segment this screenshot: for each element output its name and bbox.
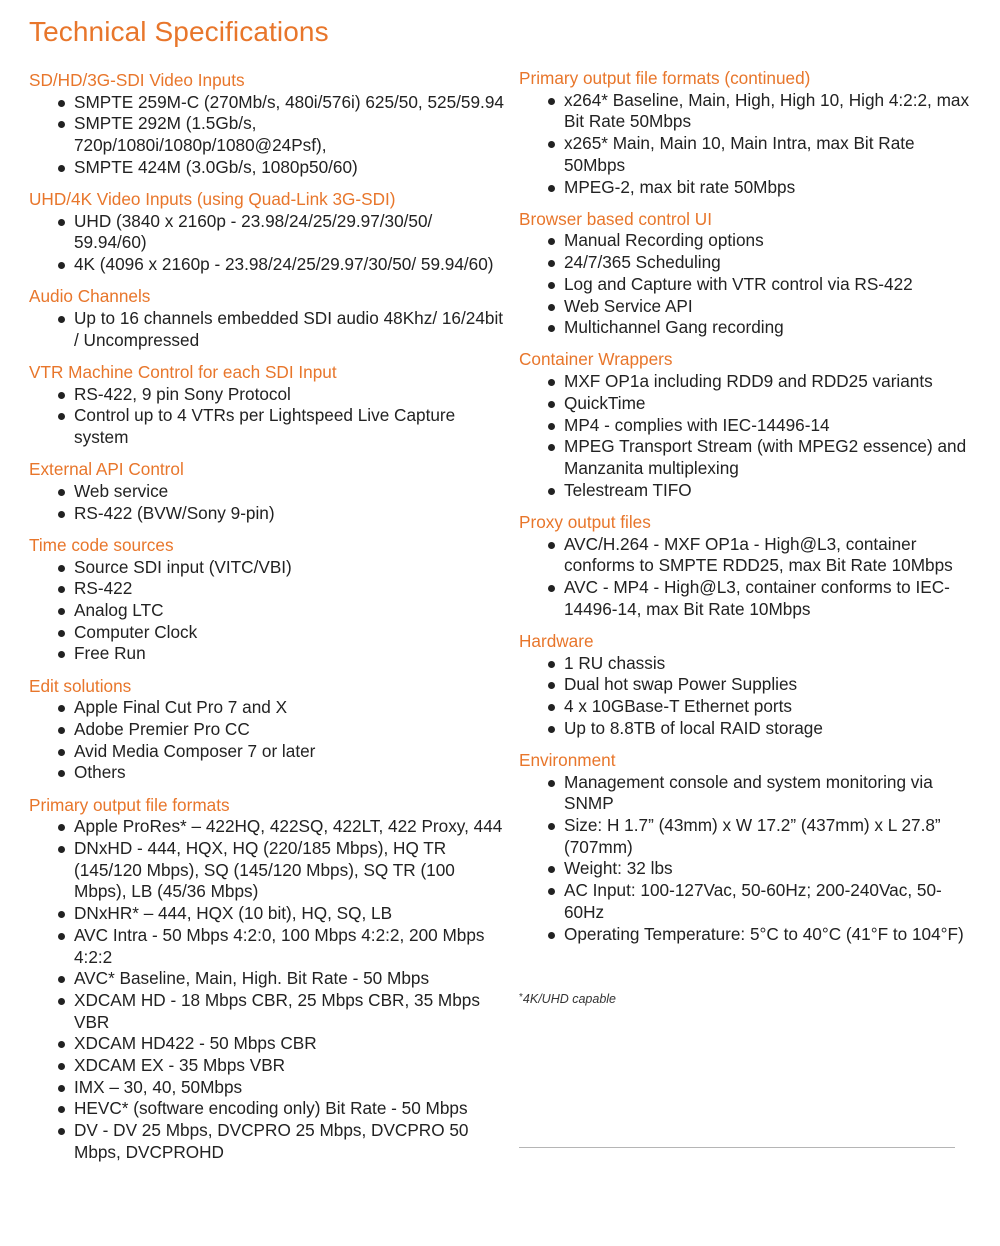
bullet-icon xyxy=(548,423,555,430)
section-heading: Time code sources xyxy=(29,534,174,555)
section-heading: Proxy output files xyxy=(519,511,651,532)
spec-list xyxy=(519,772,979,946)
spec-item xyxy=(29,838,507,903)
spec-item-text: 4 x 10GBase-T Ethernet ports xyxy=(564,695,793,716)
bullet-icon xyxy=(58,705,65,712)
spec-list xyxy=(519,371,979,501)
bullet-icon xyxy=(58,165,65,172)
spec-item xyxy=(519,718,979,740)
bullet-icon xyxy=(548,444,555,451)
spec-item-text: RS-422, 9 pin Sony Protocol xyxy=(74,383,291,404)
spec-list xyxy=(519,534,979,621)
section-heading: Audio Channels xyxy=(29,286,151,307)
spec-item-text: MPEG Transport Stream (with MPEG2 essence) and Manzanita multiplexing xyxy=(564,436,967,478)
spec-section xyxy=(29,535,507,665)
spec-section xyxy=(519,68,979,198)
spec-item-text: Web service xyxy=(74,480,169,501)
spec-item-text: Avid Media Composer 7 or later xyxy=(74,740,316,761)
spec-item xyxy=(519,393,979,415)
bullet-icon xyxy=(548,888,555,895)
bullet-icon xyxy=(58,1041,65,1048)
spec-item xyxy=(519,133,979,176)
spec-item-text: x265* Main, Main 10, Main Intra, max Bit Rate 50Mbps xyxy=(564,133,915,175)
spec-item-text: x264* Baseline, Main, High, High 10, High 4:2:2, max Bit Rate 50Mbps xyxy=(564,89,970,132)
spec-list xyxy=(29,92,507,179)
section-heading: Edit solutions xyxy=(29,675,132,696)
spec-item xyxy=(519,230,979,252)
bullet-icon xyxy=(58,911,65,918)
spec-list xyxy=(29,481,507,524)
spec-item-text: Size: H 1.7” (43mm) x W 17.2” (437mm) x L 27.8” (707mm) xyxy=(564,815,941,857)
section-heading: External API Control xyxy=(29,459,184,480)
spec-item-text: Log and Capture with VTR control via RS-422 xyxy=(564,273,913,294)
spec-item-text: Operating Temperature: 5°C to 40°C (41°F to 104°F) xyxy=(564,923,964,944)
spec-section xyxy=(29,362,507,449)
page-title: Technical Specifications xyxy=(29,16,329,47)
spec-item xyxy=(29,113,507,156)
spec-item xyxy=(29,1077,507,1099)
spec-item-text: Adobe Premier Pro CC xyxy=(74,718,250,739)
spec-item xyxy=(29,622,507,644)
spec-item-text: 24/7/365 Scheduling xyxy=(564,252,721,273)
spec-item-text: Control up to 4 VTRs per Lightspeed Live Capture system xyxy=(74,405,456,448)
section-heading: Primary output file formats xyxy=(29,794,230,815)
spec-item xyxy=(29,211,507,254)
spec-item xyxy=(519,880,979,923)
bullet-icon xyxy=(58,413,65,420)
bullet-icon xyxy=(548,726,555,733)
spec-item xyxy=(29,903,507,925)
spec-list xyxy=(519,90,979,199)
spec-item xyxy=(29,1098,507,1120)
spec-section xyxy=(29,70,507,179)
spec-item-text: RS-422 xyxy=(74,578,133,599)
spec-item-text: Management console and system monitoring via SNMP xyxy=(564,771,933,814)
spec-item-text: Free Run xyxy=(74,643,146,664)
spec-item-text: Up to 8.8TB of local RAID storage xyxy=(564,717,823,738)
spec-item xyxy=(519,296,979,318)
spec-item xyxy=(29,741,507,763)
spec-item xyxy=(29,405,507,448)
spec-item xyxy=(29,762,507,784)
spec-item xyxy=(29,719,507,741)
spec-item-text: Analog LTC xyxy=(74,599,164,620)
spec-item xyxy=(519,653,979,675)
spec-section xyxy=(29,286,507,351)
bullet-icon xyxy=(548,379,555,386)
spec-item-text: SMPTE 424M (3.0Gb/s, 1080p50/60) xyxy=(74,156,358,177)
bullet-icon xyxy=(548,542,555,549)
spec-item-text: 4K (4096 x 2160p - 23.98/24/25/29.97/30/50/ 59.94/60) xyxy=(74,254,494,275)
spec-item-text: AVC/H.264 - MXF OP1a - High@L3, container conforms to SMPTE RDD25, max Bit Rate 10Mbps xyxy=(564,533,953,576)
spec-item xyxy=(519,534,979,577)
bullet-icon xyxy=(58,651,65,658)
spec-section xyxy=(29,676,507,785)
spec-item xyxy=(29,308,507,351)
spec-item xyxy=(29,1055,507,1077)
left-column xyxy=(29,70,507,1164)
bullet-icon xyxy=(548,185,555,192)
bullet-icon xyxy=(58,630,65,637)
bullet-icon xyxy=(58,511,65,518)
bullet-icon xyxy=(548,704,555,711)
spec-item xyxy=(29,1120,507,1163)
spec-item-text: Dual hot swap Power Supplies xyxy=(564,674,798,695)
bullet-icon xyxy=(548,932,555,939)
section-heading: VTR Machine Control for each SDI Input xyxy=(29,361,337,382)
spec-item xyxy=(519,371,979,393)
bullet-icon xyxy=(58,727,65,734)
spec-item xyxy=(519,90,979,133)
bullet-icon xyxy=(548,866,555,873)
spec-item-text: Telestream TIFO xyxy=(564,479,692,500)
spec-item xyxy=(519,674,979,696)
spec-item xyxy=(29,968,507,990)
footnote-text: 4K/UHD capable xyxy=(522,992,617,1006)
spec-item xyxy=(29,503,507,525)
section-heading: SD/HD/3G-SDI Video Inputs xyxy=(29,70,245,90)
spec-item-text: Source SDI input (VITC/VBI) xyxy=(74,556,292,577)
bullet-icon xyxy=(58,824,65,831)
spec-item-text: Multichannel Gang recording xyxy=(564,317,784,338)
spec-section xyxy=(519,631,979,740)
bullet-icon xyxy=(58,586,65,593)
spec-item-text: AVC Intra - 50 Mbps 4:2:0, 100 Mbps 4:2:2, 200 Mbps 4:2:2 xyxy=(74,924,485,967)
section-heading: UHD/4K Video Inputs (using Quad-Link 3G-SDI) xyxy=(29,189,396,210)
spec-section xyxy=(29,795,507,1164)
spec-item-text: DNxHR* – 444, HQX (10 bit), HQ, SQ, LB xyxy=(74,903,393,924)
spec-item xyxy=(519,577,979,620)
bullet-icon xyxy=(548,260,555,267)
spec-list xyxy=(29,557,507,666)
spec-item xyxy=(29,643,507,665)
right-column xyxy=(519,68,979,945)
bullet-icon xyxy=(58,1085,65,1092)
footnote xyxy=(519,992,616,1006)
spec-item-text: Manual Recording options xyxy=(564,230,764,251)
bullet-icon xyxy=(58,219,65,226)
bullet-icon xyxy=(548,585,555,592)
section-heading: Browser based control UI xyxy=(519,208,712,229)
spec-item-text: DNxHD - 444, HQX, HQ (220/185 Mbps), HQ TR (145/120 Mbps), SQ (145/120 Mbps), SQ TR (100 Mbps), LB (45/36 Mbps) xyxy=(74,838,455,902)
spec-section xyxy=(29,189,507,276)
bullet-icon xyxy=(58,489,65,496)
spec-item-text: 1 RU chassis xyxy=(564,652,666,673)
spec-item xyxy=(29,816,507,838)
bullet-icon xyxy=(58,121,65,128)
spec-item xyxy=(519,480,979,502)
bullet-icon xyxy=(548,401,555,408)
spec-item xyxy=(29,1033,507,1055)
divider xyxy=(519,1147,955,1148)
bullet-icon xyxy=(58,316,65,323)
spec-item-text: Apple ProRes* – 422HQ, 422SQ, 422LT, 422 Proxy, 444 xyxy=(74,816,503,837)
bullet-icon xyxy=(58,976,65,983)
bullet-icon xyxy=(58,846,65,853)
bullet-icon xyxy=(58,998,65,1005)
spec-item xyxy=(29,557,507,579)
spec-item-text: XDCAM EX - 35 Mbps VBR xyxy=(74,1055,286,1076)
section-heading: Primary output file formats (continued) xyxy=(519,68,811,88)
spec-list xyxy=(29,384,507,449)
spec-item-text: AVC - MP4 - High@L3, container conforms to IEC-14496-14, max Bit Rate 10Mbps xyxy=(564,576,950,619)
bullet-icon xyxy=(548,98,555,105)
spec-section xyxy=(519,209,979,339)
spec-item xyxy=(519,696,979,718)
bullet-icon xyxy=(58,1063,65,1070)
bullet-icon xyxy=(548,823,555,830)
spec-item xyxy=(519,772,979,815)
spec-item xyxy=(519,274,979,296)
bullet-icon xyxy=(58,1128,65,1135)
spec-item-text: Up to 16 channels embedded SDI audio 48Khz/ 16/24bit / Uncompressed xyxy=(74,308,504,350)
spec-item-text: SMPTE 259M-C (270Mb/s, 480i/576i) 625/50, 525/59.94 xyxy=(74,91,504,112)
spec-item-text: AC Input: 100-127Vac, 50-60Hz; 200-240Vac, 50-60Hz xyxy=(564,880,942,922)
spec-item-text: UHD (3840 x 2160p - 23.98/24/25/29.97/30/50/ 59.94/60) xyxy=(74,210,433,253)
spec-item-text: DV - DV 25 Mbps, DVCPRO 25 Mbps, DVCPRO 50 Mbps, DVCPROHD xyxy=(74,1120,469,1162)
spec-item xyxy=(519,415,979,437)
footnote-mark: * xyxy=(519,992,523,1003)
spec-item-text: QuickTime xyxy=(564,392,646,413)
bullet-icon xyxy=(58,262,65,269)
bullet-icon xyxy=(58,100,65,107)
bullet-icon xyxy=(58,1106,65,1113)
spec-item xyxy=(29,384,507,406)
spec-item xyxy=(29,481,507,503)
spec-item xyxy=(29,92,507,114)
bullet-icon xyxy=(58,933,65,940)
spec-item-text: XDCAM HD422 - 50 Mbps CBR xyxy=(74,1033,317,1054)
bullet-icon xyxy=(548,282,555,289)
spec-item xyxy=(29,578,507,600)
spec-item-text: HEVC* (software encoding only) Bit Rate - 50 Mbps xyxy=(74,1098,468,1119)
spec-item-text: Web Service API xyxy=(564,295,693,316)
bullet-icon xyxy=(548,141,555,148)
spec-section xyxy=(519,512,979,621)
spec-item xyxy=(29,697,507,719)
spec-item-text: SMPTE 292M (1.5Gb/s, 720p/1080i/1080p/1080@24Psf), xyxy=(74,113,327,156)
spec-item-text: Weight: 32 lbs xyxy=(564,858,673,879)
spec-item xyxy=(29,925,507,968)
spec-item-text: IMX – 30, 40, 50Mbps xyxy=(74,1076,243,1097)
spec-item-text: XDCAM HD - 18 Mbps CBR, 25 Mbps CBR, 35 Mbps VBR xyxy=(74,989,480,1032)
bullet-icon xyxy=(548,682,555,689)
spec-list xyxy=(29,697,507,784)
spec-item-text: RS-422 (BVW/Sony 9-pin) xyxy=(74,502,275,523)
spec-item-text: Others xyxy=(74,762,126,783)
spec-item xyxy=(29,157,507,179)
spec-item xyxy=(519,858,979,880)
bullet-icon xyxy=(58,749,65,756)
spec-list xyxy=(29,211,507,276)
bullet-icon xyxy=(548,780,555,787)
section-heading: Container Wrappers xyxy=(519,349,673,370)
bullet-icon xyxy=(548,488,555,495)
spec-list xyxy=(29,816,507,1163)
spec-item xyxy=(29,254,507,276)
section-heading: Environment xyxy=(519,749,616,770)
spec-section xyxy=(519,750,979,945)
spec-item xyxy=(519,815,979,858)
bullet-icon xyxy=(58,608,65,615)
bullet-icon xyxy=(58,565,65,572)
spec-item xyxy=(29,990,507,1033)
spec-item xyxy=(519,924,979,946)
bullet-icon xyxy=(548,238,555,245)
spec-item-text: Apple Final Cut Pro 7 and X xyxy=(74,697,288,718)
spec-list xyxy=(519,230,979,339)
section-heading: Hardware xyxy=(519,630,594,651)
bullet-icon xyxy=(548,325,555,332)
spec-item-text: MPEG-2, max bit rate 50Mbps xyxy=(564,176,796,197)
spec-item xyxy=(519,436,979,479)
spec-section xyxy=(29,459,507,524)
spec-item-text: MXF OP1a including RDD9 and RDD25 variants xyxy=(564,371,933,392)
spec-item-text: AVC* Baseline, Main, High. Bit Rate - 50 Mbps xyxy=(74,968,430,989)
spec-list xyxy=(519,653,979,740)
spec-item-text: Computer Clock xyxy=(74,621,198,642)
spec-item xyxy=(519,177,979,199)
bullet-icon xyxy=(548,661,555,668)
spec-section xyxy=(519,349,979,501)
spec-item xyxy=(519,252,979,274)
spec-item xyxy=(29,600,507,622)
bullet-icon xyxy=(548,304,555,311)
bullet-icon xyxy=(58,770,65,777)
spec-list xyxy=(29,308,507,351)
spec-item xyxy=(519,317,979,339)
bullet-icon xyxy=(58,392,65,399)
spec-item-text: MP4 - complies with IEC-14496-14 xyxy=(564,414,830,435)
